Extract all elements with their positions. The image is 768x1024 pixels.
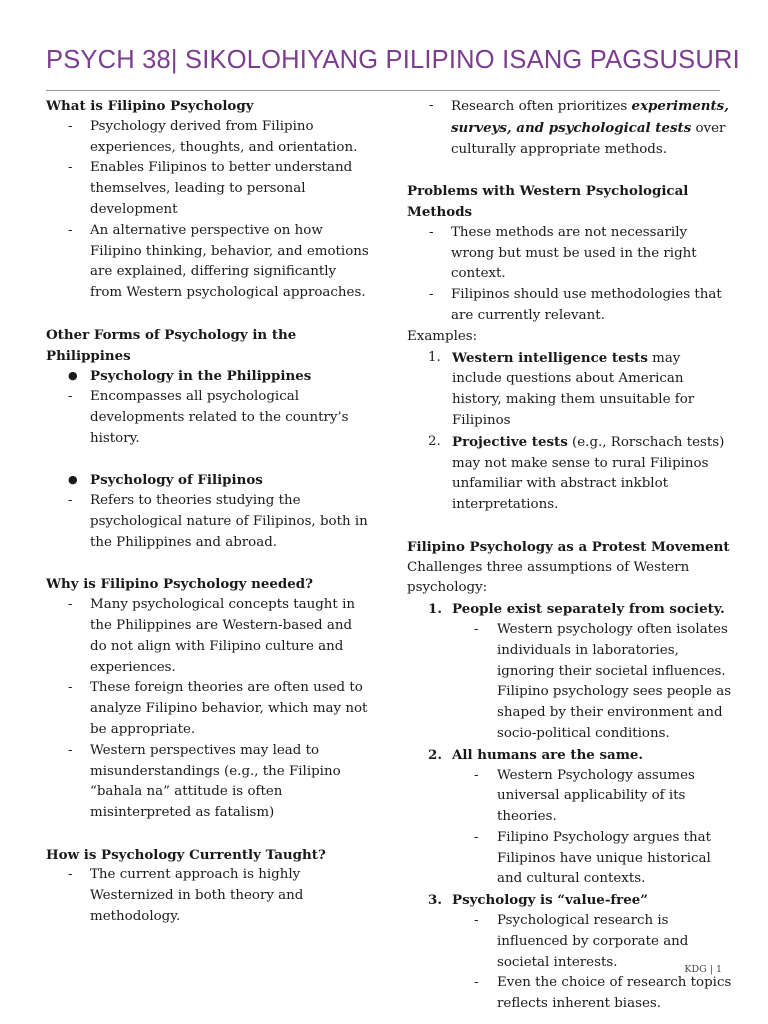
page-footer: KDG | 1	[684, 964, 722, 975]
numbered-item: 2. Projective tests (e.g., Rorschach tests) may not make sense to rural Filipinos unfamiliar with abstract inkblot interpretations.	[428, 433, 725, 513]
list-item: - Filipinos should use methodologies that are currently relevant.	[429, 287, 722, 323]
title-divider	[46, 90, 720, 91]
section-heading: How is Psychology Currently Taught?	[46, 846, 326, 863]
list-item: - Western Psychology assumes universal applicability of its theories.	[474, 767, 695, 825]
emphasis-text: experiments, surveys, and psychological tests	[451, 98, 729, 136]
dash-marker: -	[429, 98, 434, 113]
dash-marker: -	[474, 829, 479, 845]
section-heading: Filipino Psychology as a Protest Movement	[407, 538, 730, 555]
dash-marker: -	[68, 867, 73, 883]
number-marker: 3.	[428, 892, 442, 909]
dash-marker: -	[68, 160, 73, 176]
number-marker: 2.	[428, 746, 442, 763]
list-item: - These foreign theories are often used to analyze Filipino behavior, which may not be appropriate.	[68, 680, 368, 737]
dash-marker: -	[474, 975, 479, 991]
list-item: - Research often prioritizes experiments, surveys, and psychological tests over culturally appropriate methods.	[429, 98, 729, 157]
list-item: - The current approach is highly Westernized in both theory and methodology.	[68, 867, 304, 925]
list-item: - Western psychology often isolates individuals in laboratories, ignoring their societal influences. Filipino psychology sees people as shaped by their environment and socio-political conditions.	[474, 621, 732, 741]
section-heading: Other Forms of Psychology in the Philippines	[46, 326, 297, 364]
section-intro: Challenges three assumptions of Western psychology:	[407, 559, 690, 596]
dash-marker: -	[474, 767, 479, 783]
list-item: - Filipino Psychology argues that Filipinos have unique historical and cultural contexts.	[474, 829, 711, 887]
number-marker: 1.	[428, 349, 441, 365]
list-item: - Enables Filipinos to better understand themselves, leading to personal development	[68, 160, 353, 217]
left-column	[46, 96, 371, 928]
list-item: - Encompasses all psychological developments related to the country’s history.	[68, 389, 349, 446]
dash-marker: -	[474, 913, 479, 929]
dash-marker: -	[68, 742, 73, 758]
page-title: PSYCH 38| SIKOLOHIYANG PILIPINO ISANG PAGSUSURI	[46, 46, 740, 74]
dash-marker: -	[68, 222, 73, 238]
right-column	[407, 96, 732, 1015]
dash-marker: -	[68, 389, 73, 405]
dash-marker: -	[68, 118, 73, 134]
assumption-title: 3. Psychology is “value-free”	[407, 890, 732, 911]
bullet-item: ● Psychology of Filipinos	[46, 470, 371, 491]
list-item: - These methods are not necessarily wrong but must be used in the right context.	[429, 224, 697, 282]
dash-marker: -	[68, 493, 73, 509]
numbered-item: 1. Western intelligence tests may include questions about American history, making them unsuitable for Filipinos	[428, 349, 695, 428]
list-item: - Psychological research is influenced by corporate and societal interests.	[474, 913, 689, 970]
list-item: - Psychology derived from Filipino experiences, thoughts, and orientation.	[68, 118, 358, 155]
assumption-title: 2. All humans are the same.	[407, 745, 732, 766]
dash-marker: -	[429, 224, 434, 240]
list-item: - Western perspectives may lead to misunderstandings (e.g., the Filipino “bahala na” attitude is often misinterpreted as fatalism)	[68, 742, 341, 821]
section-heading: Why is Filipino Psychology needed?	[46, 576, 313, 593]
dash-marker: -	[474, 621, 479, 637]
examples-label: Examples:	[407, 328, 478, 344]
dash-marker: -	[68, 597, 73, 613]
bullet-item: ● Psychology in the Philippines	[46, 366, 371, 387]
dash-marker: -	[429, 287, 434, 303]
list-item: - Even the choice of research topics reflects inherent biases.	[474, 975, 732, 1012]
list-item: - Refers to theories studying the psychological nature of Filipinos, both in the Philippines and abroad.	[68, 493, 368, 550]
number-marker: 2.	[428, 433, 441, 449]
list-item: - Many psychological concepts taught in the Philippines are Western-based and do not align with Filipino culture and experiences.	[68, 597, 355, 675]
section-heading: What is Filipino Psychology	[46, 98, 254, 114]
bullet-marker: ●	[68, 473, 78, 487]
bullet-marker: ●	[68, 369, 78, 383]
list-item: - An alternative perspective on how Filipino thinking, behavior, and emotions are explained, differing significantly from Western psychological approaches.	[68, 222, 369, 301]
dash-marker: -	[68, 680, 73, 696]
assumption-title: 1. People exist separately from society.	[407, 599, 732, 620]
number-marker: 1.	[428, 601, 442, 618]
section-heading: Problems with Western Psychological Methods	[407, 183, 689, 220]
